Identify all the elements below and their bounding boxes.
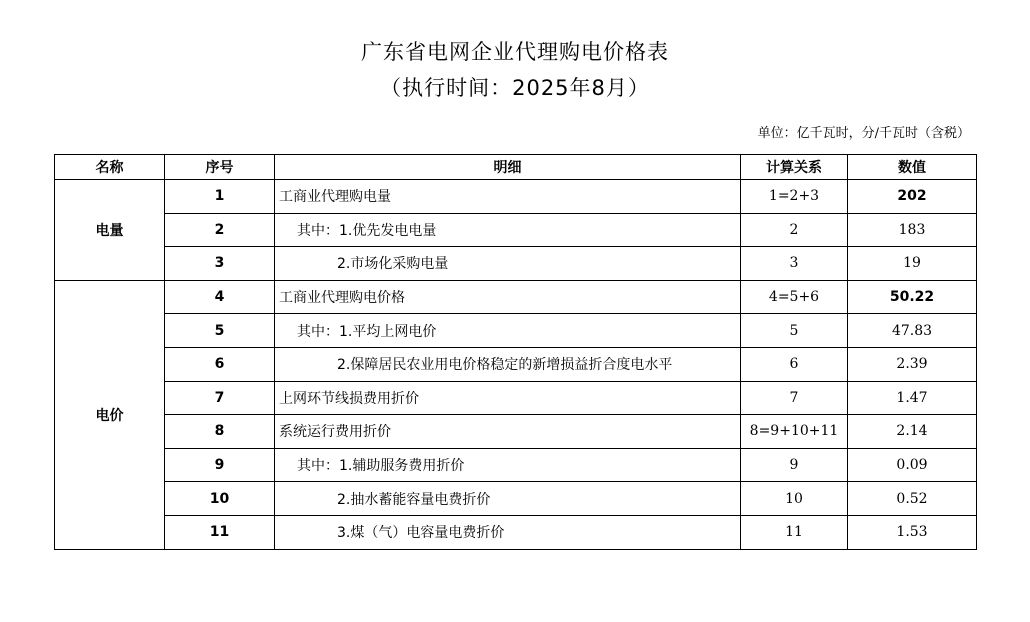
row-seq: 6 <box>165 347 275 381</box>
header-seq: 序号 <box>165 155 275 180</box>
table-row <box>55 280 977 314</box>
table-header-row <box>55 155 977 180</box>
group-price: 电价 <box>55 280 165 549</box>
row-value: 47.83 <box>848 314 977 348</box>
row-calc: 8=9+10+11 <box>741 415 848 449</box>
table-row <box>55 180 977 214</box>
row-value: 0.09 <box>848 448 977 482</box>
row-calc: 1=2+3 <box>741 180 848 214</box>
table-row <box>55 415 977 449</box>
page-title: 广东省电网企业代理购电价格表 <box>361 40 669 64</box>
row-calc: 6 <box>741 347 848 381</box>
row-seq: 5 <box>165 314 275 348</box>
row-value: 202 <box>848 180 977 214</box>
row-value: 50.22 <box>848 280 977 314</box>
row-seq: 1 <box>165 180 275 214</box>
row-value: 1.53 <box>848 515 977 549</box>
row-calc: 3 <box>741 247 848 281</box>
row-calc: 5 <box>741 314 848 348</box>
row-calc: 2 <box>741 213 848 247</box>
row-seq: 10 <box>165 482 275 516</box>
row-detail: 其中：1.平均上网电价 <box>275 314 741 348</box>
row-detail: 工商业代理购电量 <box>275 180 741 214</box>
row-detail: 上网环节线损费用折价 <box>275 381 741 415</box>
table-row <box>55 213 977 247</box>
row-detail: 2.保障居民农业用电价格稳定的新增损益折合度电水平 <box>275 347 741 381</box>
row-calc: 10 <box>741 482 848 516</box>
row-detail: 2.市场化采购电量 <box>275 247 741 281</box>
header-name: 名称 <box>55 155 165 180</box>
row-value: 183 <box>848 213 977 247</box>
row-calc: 4=5+6 <box>741 280 848 314</box>
row-detail: 3.煤（气）电容量电费折价 <box>275 515 741 549</box>
row-detail: 工商业代理购电价格 <box>275 280 741 314</box>
row-value: 0.52 <box>848 482 977 516</box>
page-subtitle: （执行时间：2025年8月） <box>380 76 650 100</box>
row-calc: 7 <box>741 381 848 415</box>
row-calc: 11 <box>741 515 848 549</box>
table-row <box>55 314 977 348</box>
row-detail: 系统运行费用折价 <box>275 415 741 449</box>
row-seq: 7 <box>165 381 275 415</box>
row-seq: 11 <box>165 515 275 549</box>
row-calc: 9 <box>741 448 848 482</box>
row-detail: 其中：1.辅助服务费用折价 <box>275 448 741 482</box>
table-row <box>55 381 977 415</box>
table-row <box>55 515 977 549</box>
row-value: 2.14 <box>848 415 977 449</box>
table-row <box>55 482 977 516</box>
group-quantity: 电量 <box>55 180 165 281</box>
row-seq: 4 <box>165 280 275 314</box>
row-value: 19 <box>848 247 977 281</box>
row-seq: 3 <box>165 247 275 281</box>
row-detail: 2.抽水蓄能容量电费折价 <box>275 482 741 516</box>
header-value: 数值 <box>848 155 977 180</box>
table-row <box>55 448 977 482</box>
header-detail: 明细 <box>275 155 741 180</box>
row-value: 2.39 <box>848 347 977 381</box>
price-table <box>54 154 977 550</box>
table-row <box>55 347 977 381</box>
unit-note: 单位：亿千瓦时，分/千瓦时（含税） <box>757 126 970 141</box>
header-calc: 计算关系 <box>741 155 848 180</box>
row-value: 1.47 <box>848 381 977 415</box>
row-seq: 9 <box>165 448 275 482</box>
row-seq: 8 <box>165 415 275 449</box>
table-row <box>55 247 977 281</box>
row-detail: 其中：1.优先发电电量 <box>275 213 741 247</box>
row-seq: 2 <box>165 213 275 247</box>
